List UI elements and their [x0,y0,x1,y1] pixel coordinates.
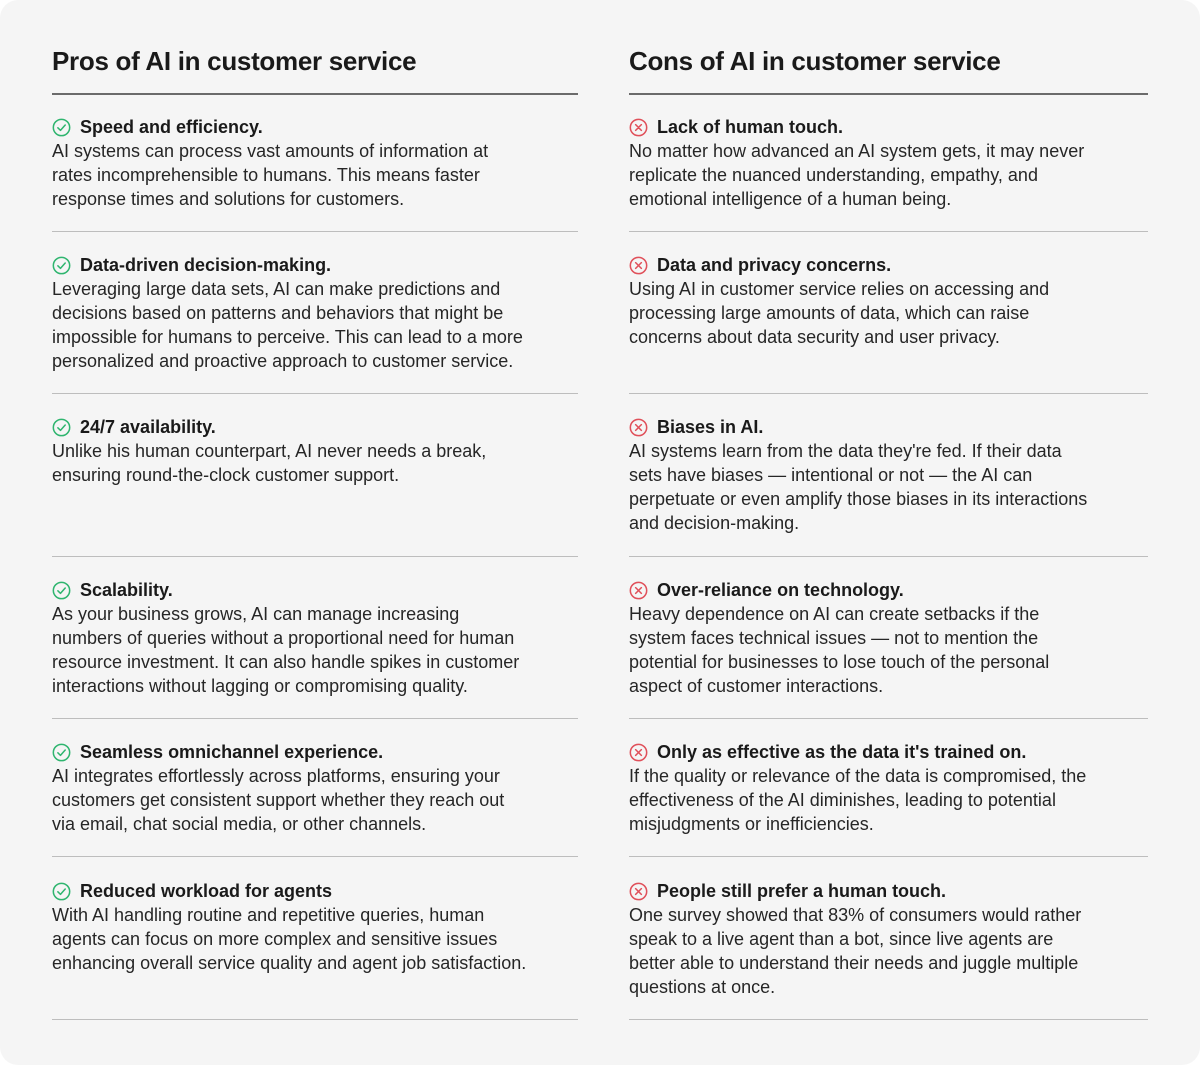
pros-item-description-line: customers get consistent support whether they reach out [52,790,505,810]
cons-item-description [629,602,1148,698]
check-circle-icon [52,882,71,901]
cons-item-description [629,903,1148,999]
row-divider [52,556,578,557]
cons-item-description-line: and decision-making. [629,513,800,533]
row-divider [52,718,578,719]
pros-item-description-line: Unlike his human counterpart, AI never needs a break, [52,441,487,461]
pros-item-description [52,764,578,836]
pros-item-description [52,602,578,698]
cons-item-description-line: speak to a live agent than a bot, since live agents are [629,929,1054,949]
cons-item-header [629,879,1148,903]
cons-item-description-line: potential for businesses to lose touch of the personal [629,652,1050,672]
cons-item-description [629,439,1148,535]
cons-item-title: Only as effective as the data it's trained on. [657,741,1027,762]
cons-item-description [629,764,1148,836]
cons-item-title: Biases in AI. [657,416,764,437]
cons-item [629,740,1148,836]
pros-item-description [52,139,578,211]
row-divider [629,718,1148,719]
pros-item-description-line: agents can focus on more complex and sensitive issues [52,929,498,949]
pros-item-description-line: numbers of queries without a proportional need for human [52,628,515,648]
pros-item-description-line: via email, chat social media, or other channels. [52,814,427,834]
cons-item-header [629,578,1148,602]
row-divider [52,1019,578,1020]
cons-item-title: Data and privacy concerns. [657,254,892,275]
cons-heading-rule [629,93,1148,95]
x-circle-icon [629,256,648,275]
pros-item-title: Speed and efficiency. [80,116,263,137]
pros-item [52,740,578,836]
cons-item-description-line: AI systems learn from the data they're fed. If their data [629,441,1062,461]
cons-item [629,253,1148,349]
row-divider [52,393,578,394]
pros-item-description-line: response times and solutions for customers. [52,189,405,209]
cons-item-description-line: effectiveness of the AI diminishes, leading to potential [629,790,1056,810]
cons-item-description [629,139,1148,211]
row-divider [629,1019,1148,1020]
pros-item-header [52,415,578,439]
pros-item-header [52,253,578,277]
pros-item-description-line: AI systems can process vast amounts of information at [52,141,489,161]
pros-item-description-line: With AI handling routine and repetitive queries, human [52,905,485,925]
x-circle-icon [629,418,648,437]
cons-item-header [629,115,1148,139]
x-circle-icon [629,882,648,901]
row-divider [629,231,1148,232]
cons-item-description [629,277,1148,349]
pros-item [52,253,578,373]
pros-item-description-line: personalized and proactive approach to customer service. [52,351,514,371]
pros-item-header [52,115,578,139]
cons-heading: Cons of AI in customer service [629,46,1001,76]
pros-item-header [52,879,578,903]
pros-item-title: Seamless omnichannel experience. [80,741,384,762]
pros-item [52,879,578,975]
check-circle-icon [52,581,71,600]
cons-item-description-line: misjudgments or inefficiencies. [629,814,874,834]
row-divider [52,231,578,232]
cons-item-title: Lack of human touch. [657,116,844,137]
pros-item-title: 24/7 availability. [80,416,216,437]
cons-item-description-line: No matter how advanced an AI system gets, it may never [629,141,1085,161]
pros-item-description-line: rates incomprehensible to humans. This means faster [52,165,480,185]
pros-item-description-line: decisions based on patterns and behaviors that might be [52,303,504,323]
pros-item [52,578,578,698]
cons-item-description-line: perpetuate or even amplify those biases in its interactions [629,489,1088,509]
pros-item [52,115,578,211]
pros-item-title: Scalability. [80,579,173,600]
row-divider [629,556,1148,557]
cons-item-title: Over-reliance on technology. [657,579,904,600]
x-circle-icon [629,743,648,762]
pros-item-description-line: As your business grows, AI can manage increasing [52,604,460,624]
pros-item-title: Data-driven decision-making. [80,254,332,275]
cons-item-description-line: aspect of customer interactions. [629,676,884,696]
cons-item-header [629,415,1148,439]
pros-item-header [52,740,578,764]
pros-item-description-line: resource investment. It can also handle spikes in customer [52,652,520,672]
x-circle-icon [629,118,648,137]
cons-item-description-line: Heavy dependence on AI can create setbacks if the [629,604,1040,624]
cons-item [629,415,1148,535]
row-divider [629,393,1148,394]
pros-heading-rule [52,93,578,95]
cons-item-description-line: questions at once. [629,977,776,997]
pros-item-description-line: Leveraging large data sets, AI can make predictions and [52,279,501,299]
pros-item-description [52,439,578,487]
cons-item-header [629,253,1148,277]
cons-item [629,879,1148,999]
cons-item-description-line: concerns about data security and user privacy. [629,327,1000,347]
cons-item [629,578,1148,698]
pros-heading: Pros of AI in customer service [52,46,417,76]
cons-item-description-line: processing large amounts of data, which can raise [629,303,1030,323]
pros-item-description-line: interactions without lagging or compromising quality. [52,676,468,696]
pros-item-description-line: impossible for humans to perceive. This can lead to a more [52,327,523,347]
pros-item-description [52,903,578,975]
cons-item-description-line: Using AI in customer service relies on accessing and [629,279,1050,299]
cons-item-description-line: replicate the nuanced understanding, empathy, and [629,165,1038,185]
check-circle-icon [52,743,71,762]
cons-item-description-line: better able to understand their needs and juggle multiple [629,953,1079,973]
pros-item-title: Reduced workload for agents [80,880,333,901]
pros-item [52,415,578,487]
cons-item-description-line: sets have biases — intentional or not — the AI can [629,465,1033,485]
x-circle-icon [629,581,648,600]
cons-item-description-line: One survey showed that 83% of consumers would rather [629,905,1082,925]
cons-item-description-line: If the quality or relevance of the data is compromised, the [629,766,1087,786]
check-circle-icon [52,256,71,275]
check-circle-icon [52,118,71,137]
pros-item-description [52,277,578,373]
cons-item-description-line: emotional intelligence of a human being. [629,189,952,209]
row-divider [629,856,1148,857]
cons-item-title: People still prefer a human touch. [657,880,947,901]
cons-item [629,115,1148,211]
check-circle-icon [52,418,71,437]
cons-item-header [629,740,1148,764]
pros-item-description-line: ensuring round-the-clock customer support. [52,465,400,485]
cons-item-description-line: system faces technical issues — not to mention the [629,628,1039,648]
pros-item-description-line: AI integrates effortlessly across platforms, ensuring your [52,766,500,786]
row-divider [52,856,578,857]
pros-item-header [52,578,578,602]
pros-item-description-line: enhancing overall service quality and agent job satisfaction. [52,953,527,973]
